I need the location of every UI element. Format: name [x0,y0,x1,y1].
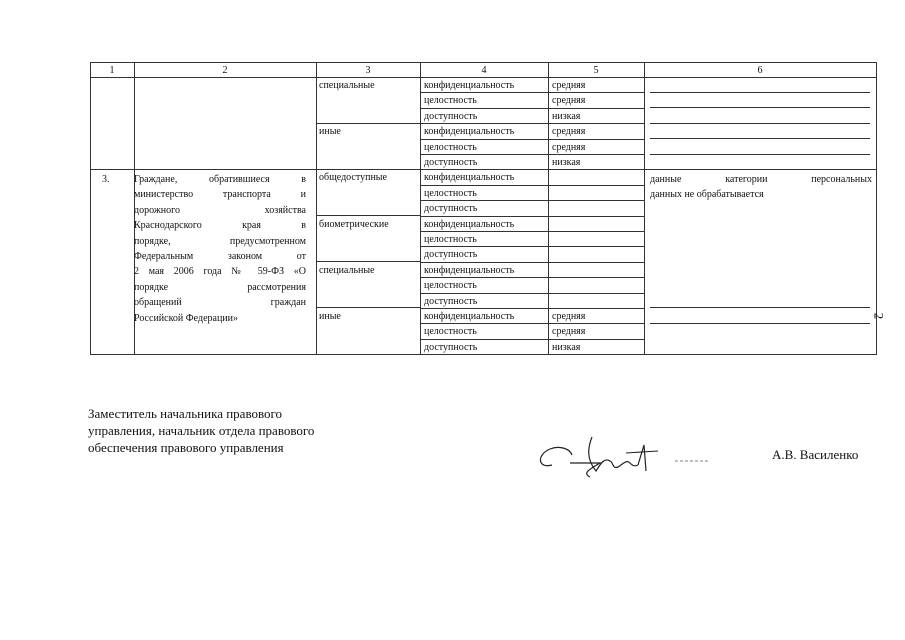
security-property-cell: конфиденциальность [424,172,515,184]
column-border [876,62,877,355]
security-property-cell: доступность [424,249,478,261]
category-cell: специальные [319,80,375,91]
note-line-rule [650,154,870,155]
security-property-cell: доступность [424,341,478,353]
threat-level-cell: средняя [552,326,586,338]
subject-line: Российской Федерации» [134,312,239,324]
subject-line: министерство транспорта и [134,189,306,201]
column-border [90,62,91,355]
subject-line: порядке рассмотрения [134,281,306,293]
subject-line: Граждане, обратившиеся в [134,174,306,185]
security-property-cell: целостность [424,95,477,107]
category-cell: биометрические [319,218,389,230]
category-cell: общедоступные [319,172,387,184]
signer-name: А.В. Василенко [772,447,859,462]
subject-line: дорожного хозяйства [134,204,306,216]
security-property-cell: целостность [424,234,477,245]
security-property-cell: целостность [424,280,477,292]
note-line-rule [650,107,870,108]
category-divider [316,307,420,308]
note-line-rule [650,123,870,124]
note-line: данных не обрабатывается [650,189,764,200]
position-line: управления, начальник отдела правового [88,423,315,438]
handwritten-signature [530,425,720,485]
header-col-3: 3 [365,65,371,76]
security-property-cell: конфиденциальность [424,311,515,322]
security-property-cell: целостность [424,141,477,153]
subject-line: порядке, предусмотренном [134,235,306,247]
position-line: Заместитель начальника правового [88,406,283,421]
subject-line: Федеральным законом от [134,250,306,262]
subject-line: обращений граждан [134,297,306,309]
security-property-cell: доступность [424,110,478,122]
threat-level-cell: средняя [552,126,586,138]
note-line-rule [650,307,870,308]
header-col-2: 2 [222,65,228,76]
category-cell: иные [319,126,341,138]
row-number: 3. [102,174,110,185]
note-line-rule [650,323,870,324]
security-property-cell: конфиденциальность [424,126,515,138]
header-col-1: 1 [109,65,115,76]
subject-line: 2 мая 2006 года № 59-ФЗ «О [134,266,306,278]
security-property-cell: целостность [424,187,477,199]
threat-level-cell: низкая [552,110,581,122]
column-border [316,62,317,355]
note-line-rule [650,92,870,93]
security-property-cell: целостность [424,326,477,338]
security-property-cell: доступность [424,203,478,215]
note-line: данные категории персональных [650,174,872,185]
category-cell: специальные [319,264,375,276]
column-border [644,62,645,355]
threat-level-cell: средняя [552,311,586,322]
header-col-4: 4 [481,65,487,76]
position-line: обеспечения правового управления [88,440,284,455]
threat-level-cell: низкая [552,157,581,168]
category-cell: иные [319,311,341,322]
note-line-rule [650,138,870,139]
subject-line: Краснодарского края в [134,220,306,232]
column-border [420,62,421,355]
header-col-6: 6 [757,65,763,76]
threat-level-cell: средняя [552,80,586,91]
column-border [548,62,549,355]
signer-position [88,405,314,456]
security-property-cell: конфиденциальность [424,264,515,276]
threat-level-cell: низкая [552,341,581,353]
security-property-cell: доступность [424,157,478,168]
page-number: 2 [871,312,887,320]
header-col-5: 5 [593,65,599,76]
processing-note [650,172,872,202]
subject-description [134,172,306,326]
security-property-cell: конфиденциальность [424,218,515,230]
threat-level-cell: средняя [552,95,586,107]
security-property-cell: доступность [424,295,478,307]
security-property-cell: конфиденциальность [424,80,515,91]
threat-level-cell: средняя [552,141,586,153]
